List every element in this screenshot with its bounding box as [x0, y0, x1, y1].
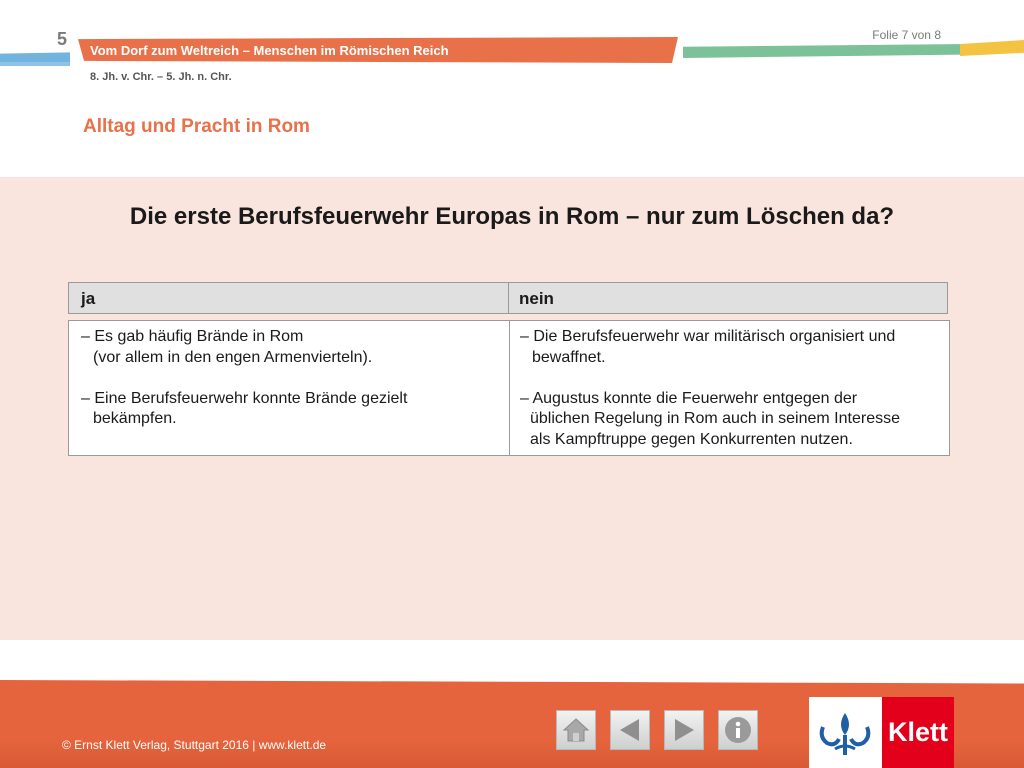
column-header-ja: ja — [69, 283, 509, 313]
entry-line: bewaffnet. — [532, 348, 606, 366]
cell-ja — [69, 321, 510, 455]
home-icon — [561, 715, 591, 745]
page-title: Die erste Berufsfeuerwehr Europas in Rom – nur zum Löschen da? — [129, 203, 895, 230]
next-button[interactable] — [664, 710, 704, 750]
section-heading: Alltag und Pracht in Rom — [83, 116, 310, 137]
decor-stripe-green — [683, 44, 973, 58]
info-icon — [722, 714, 754, 746]
home-button[interactable] — [556, 710, 596, 750]
period-label: 8. Jh. v. Chr. – 5. Jh. n. Chr. — [90, 71, 232, 83]
list-item — [520, 327, 941, 368]
klett-emblem-icon — [817, 705, 875, 761]
table-body — [68, 320, 950, 456]
list-item — [520, 389, 941, 451]
klett-mark — [809, 697, 882, 768]
previous-icon — [615, 715, 645, 745]
chapter-number: 5 — [57, 29, 68, 49]
entry-line: – Die Berufsfeuerwehr war militärisch organisiert und — [520, 328, 896, 345]
unit-title: Vom Dorf zum Weltreich – Menschen im Römischen Reich — [90, 43, 449, 58]
info-button[interactable] — [718, 710, 758, 750]
next-icon — [669, 715, 699, 745]
klett-wordmark: Klett — [882, 697, 954, 768]
entry-line: – Augustus konnte die Feuerwehr entgegen der — [520, 389, 858, 407]
column-header-nein: nein — [519, 289, 554, 308]
table-header — [68, 282, 948, 314]
decor-stripe-lightblue — [0, 62, 70, 66]
previous-button[interactable] — [610, 710, 650, 750]
entry-line: üblichen Regelung in Rom auch in seinem Interesse — [530, 410, 900, 427]
entry-line: – Es gab häufig Brände in Rom — [81, 328, 304, 345]
cell-nein — [510, 321, 949, 455]
klett-logo[interactable] — [809, 697, 954, 768]
slide-counter: Folie 7 von 8 — [872, 28, 941, 42]
list-item — [81, 327, 501, 368]
entry-line: (vor allem in den engen Armenvierteln). — [93, 348, 373, 366]
list-item — [81, 389, 501, 430]
entry-line: bekämpfen. — [93, 410, 177, 427]
entry-line: als Kampftruppe gegen Konkurrenten nutzen. — [530, 430, 853, 448]
copyright: © Ernst Klett Verlag, Stuttgart 2016 | www.klett.de — [62, 738, 327, 752]
entry-line: – Eine Berufsfeuerwehr konnte Brände gezielt — [81, 389, 408, 407]
decor-stripe-yellow — [960, 40, 1024, 56]
